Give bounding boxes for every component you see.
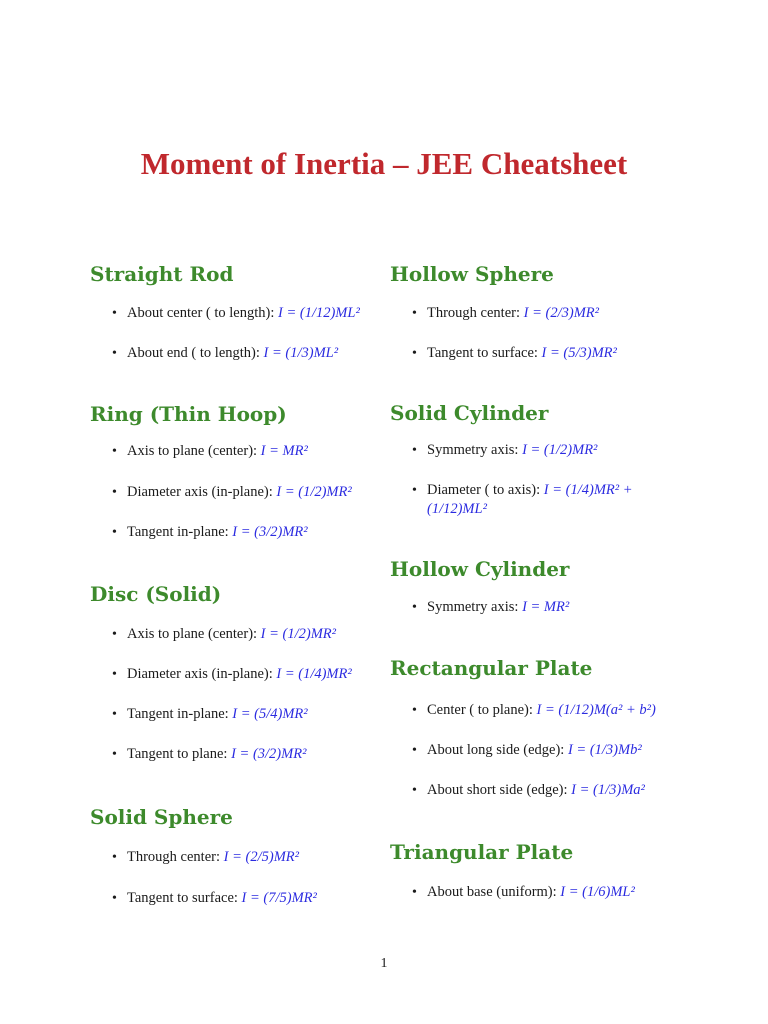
- bullet-icon: •: [112, 707, 117, 722]
- item-formula: I = (1/3)Mb²: [567, 742, 642, 758]
- item-formula: I = (1/12)ML²: [278, 305, 360, 321]
- item-formula: I = (1/6)ML²: [560, 884, 635, 900]
- item-formula: I = (5/3)MR²: [541, 345, 617, 361]
- bullet-icon: •: [412, 483, 417, 498]
- list-item: [390, 481, 690, 519]
- right-column: [390, 262, 690, 902]
- item-list: [390, 598, 690, 617]
- section-heading: Solid Sphere: [90, 805, 233, 829]
- item-label: Tangent in-plane:: [127, 524, 233, 540]
- list-item: [90, 665, 380, 684]
- bullet-icon: •: [112, 627, 117, 642]
- section-heading: Ring (Thin Hoop): [90, 402, 287, 426]
- list-item: [390, 781, 690, 800]
- item-label: Axis to plane (center):: [127, 626, 261, 642]
- item-formula: I = (1/3)ML²: [263, 345, 339, 361]
- item-label: About center ( to length):: [127, 305, 278, 321]
- item-formula: I = (2/5)MR²: [223, 849, 299, 865]
- item-formula: I = MR²: [260, 443, 308, 459]
- item-label: Symmetry axis:: [427, 599, 523, 615]
- item-list: [390, 701, 690, 800]
- section-hollow-sphere: [390, 262, 690, 363]
- bullet-icon: •: [112, 444, 117, 459]
- item-list: [390, 441, 690, 519]
- bullet-icon: •: [412, 783, 417, 798]
- section-heading: Solid Cylinder: [390, 401, 549, 425]
- item-label: About end ( to length):: [127, 345, 264, 361]
- section-solid-cylinder: [390, 401, 690, 519]
- bullet-icon: •: [112, 891, 117, 906]
- item-label: Tangent to surface:: [127, 890, 242, 906]
- list-item: [90, 442, 380, 461]
- item-formula: I = (2/3)MR²: [523, 305, 599, 321]
- item-label: Symmetry axis:: [427, 442, 523, 458]
- bullet-icon: •: [412, 600, 417, 615]
- item-label: Diameter ( to axis):: [427, 482, 544, 498]
- bullet-icon: •: [412, 443, 417, 458]
- item-label: Center ( to plane):: [427, 702, 537, 718]
- list-item: [90, 889, 380, 908]
- list-item: [390, 344, 690, 363]
- bullet-icon: •: [412, 743, 417, 758]
- list-item: [390, 883, 690, 902]
- list-item: [90, 523, 380, 542]
- list-item: [90, 304, 380, 323]
- item-label: Axis to plane (center):: [127, 443, 261, 459]
- item-formula: I = (5/4)MR²: [232, 706, 308, 722]
- list-item: [390, 304, 690, 323]
- item-label: About short side (edge):: [427, 782, 572, 798]
- bullet-icon: •: [112, 346, 117, 361]
- section-heading: Straight Rod: [90, 262, 234, 286]
- item-label: Tangent to surface:: [427, 345, 542, 361]
- item-formula: I = (1/2)MR²: [522, 442, 598, 458]
- list-item: [390, 441, 690, 460]
- item-label: About long side (edge):: [427, 742, 568, 758]
- bullet-icon: •: [412, 306, 417, 321]
- bullet-icon: •: [112, 306, 117, 321]
- item-formula: I = (7/5)MR²: [241, 890, 317, 906]
- bullet-icon: •: [112, 525, 117, 540]
- item-formula: I = (1/4)MR² + (1/12)ML²: [427, 482, 633, 517]
- section-rectangular-plate: [390, 656, 690, 800]
- item-formula: I = (1/3)Ma²: [571, 782, 645, 798]
- item-formula: I = (1/12)M(a² + b²): [536, 702, 656, 718]
- bullet-icon: •: [112, 485, 117, 500]
- page-number: 1: [380, 956, 388, 971]
- list-item: [90, 745, 380, 764]
- bullet-icon: •: [412, 703, 417, 718]
- item-formula: I = (3/2)MR²: [232, 524, 308, 540]
- item-list: [390, 304, 690, 363]
- section-disc: [90, 582, 380, 764]
- list-item: [90, 483, 380, 502]
- bullet-icon: •: [112, 747, 117, 762]
- page-title: Moment of Inertia – JEE Cheatsheet: [140, 146, 628, 181]
- section-heading: Triangular Plate: [390, 840, 574, 864]
- item-label: Tangent in-plane:: [127, 706, 233, 722]
- item-label: Diameter axis (in-plane):: [127, 484, 277, 500]
- item-list: [90, 304, 380, 363]
- item-list: [90, 442, 380, 542]
- left-column: [90, 262, 380, 908]
- item-label: Tangent to plane:: [127, 746, 232, 762]
- bullet-icon: •: [112, 667, 117, 682]
- item-label: Diameter axis (in-plane):: [127, 666, 277, 682]
- list-item: [90, 344, 380, 363]
- list-item: [90, 625, 380, 644]
- item-list: [390, 883, 690, 902]
- section-solid-sphere: [90, 805, 380, 908]
- list-item: [90, 705, 380, 724]
- section-ring: [90, 402, 380, 542]
- list-item: [390, 741, 690, 760]
- item-formula: I = MR²: [522, 599, 570, 615]
- section-triangular-plate: [390, 840, 690, 902]
- section-heading: Hollow Cylinder: [390, 557, 570, 581]
- item-list: [90, 848, 380, 908]
- item-label: About base (uniform):: [427, 884, 561, 900]
- item-formula: I = (1/4)MR²: [276, 666, 352, 682]
- bullet-icon: •: [412, 346, 417, 361]
- section-heading: Rectangular Plate: [390, 656, 593, 680]
- item-label: Through center:: [427, 305, 524, 321]
- section-heading: Hollow Sphere: [390, 262, 554, 286]
- list-item: [390, 598, 690, 617]
- item-list: [90, 625, 380, 764]
- bullet-icon: •: [112, 850, 117, 865]
- item-formula: I = (1/2)MR²: [260, 626, 337, 642]
- item-formula: I = (3/2)MR²: [231, 746, 307, 762]
- item-formula: I = (1/2)MR²: [276, 484, 352, 500]
- list-item: [90, 848, 380, 867]
- section-heading: Disc (Solid): [90, 582, 222, 606]
- section-straight-rod: [90, 262, 380, 363]
- item-label: Through center:: [127, 849, 224, 865]
- bullet-icon: •: [412, 885, 417, 900]
- list-item: [390, 701, 690, 720]
- section-hollow-cylinder: [390, 557, 690, 617]
